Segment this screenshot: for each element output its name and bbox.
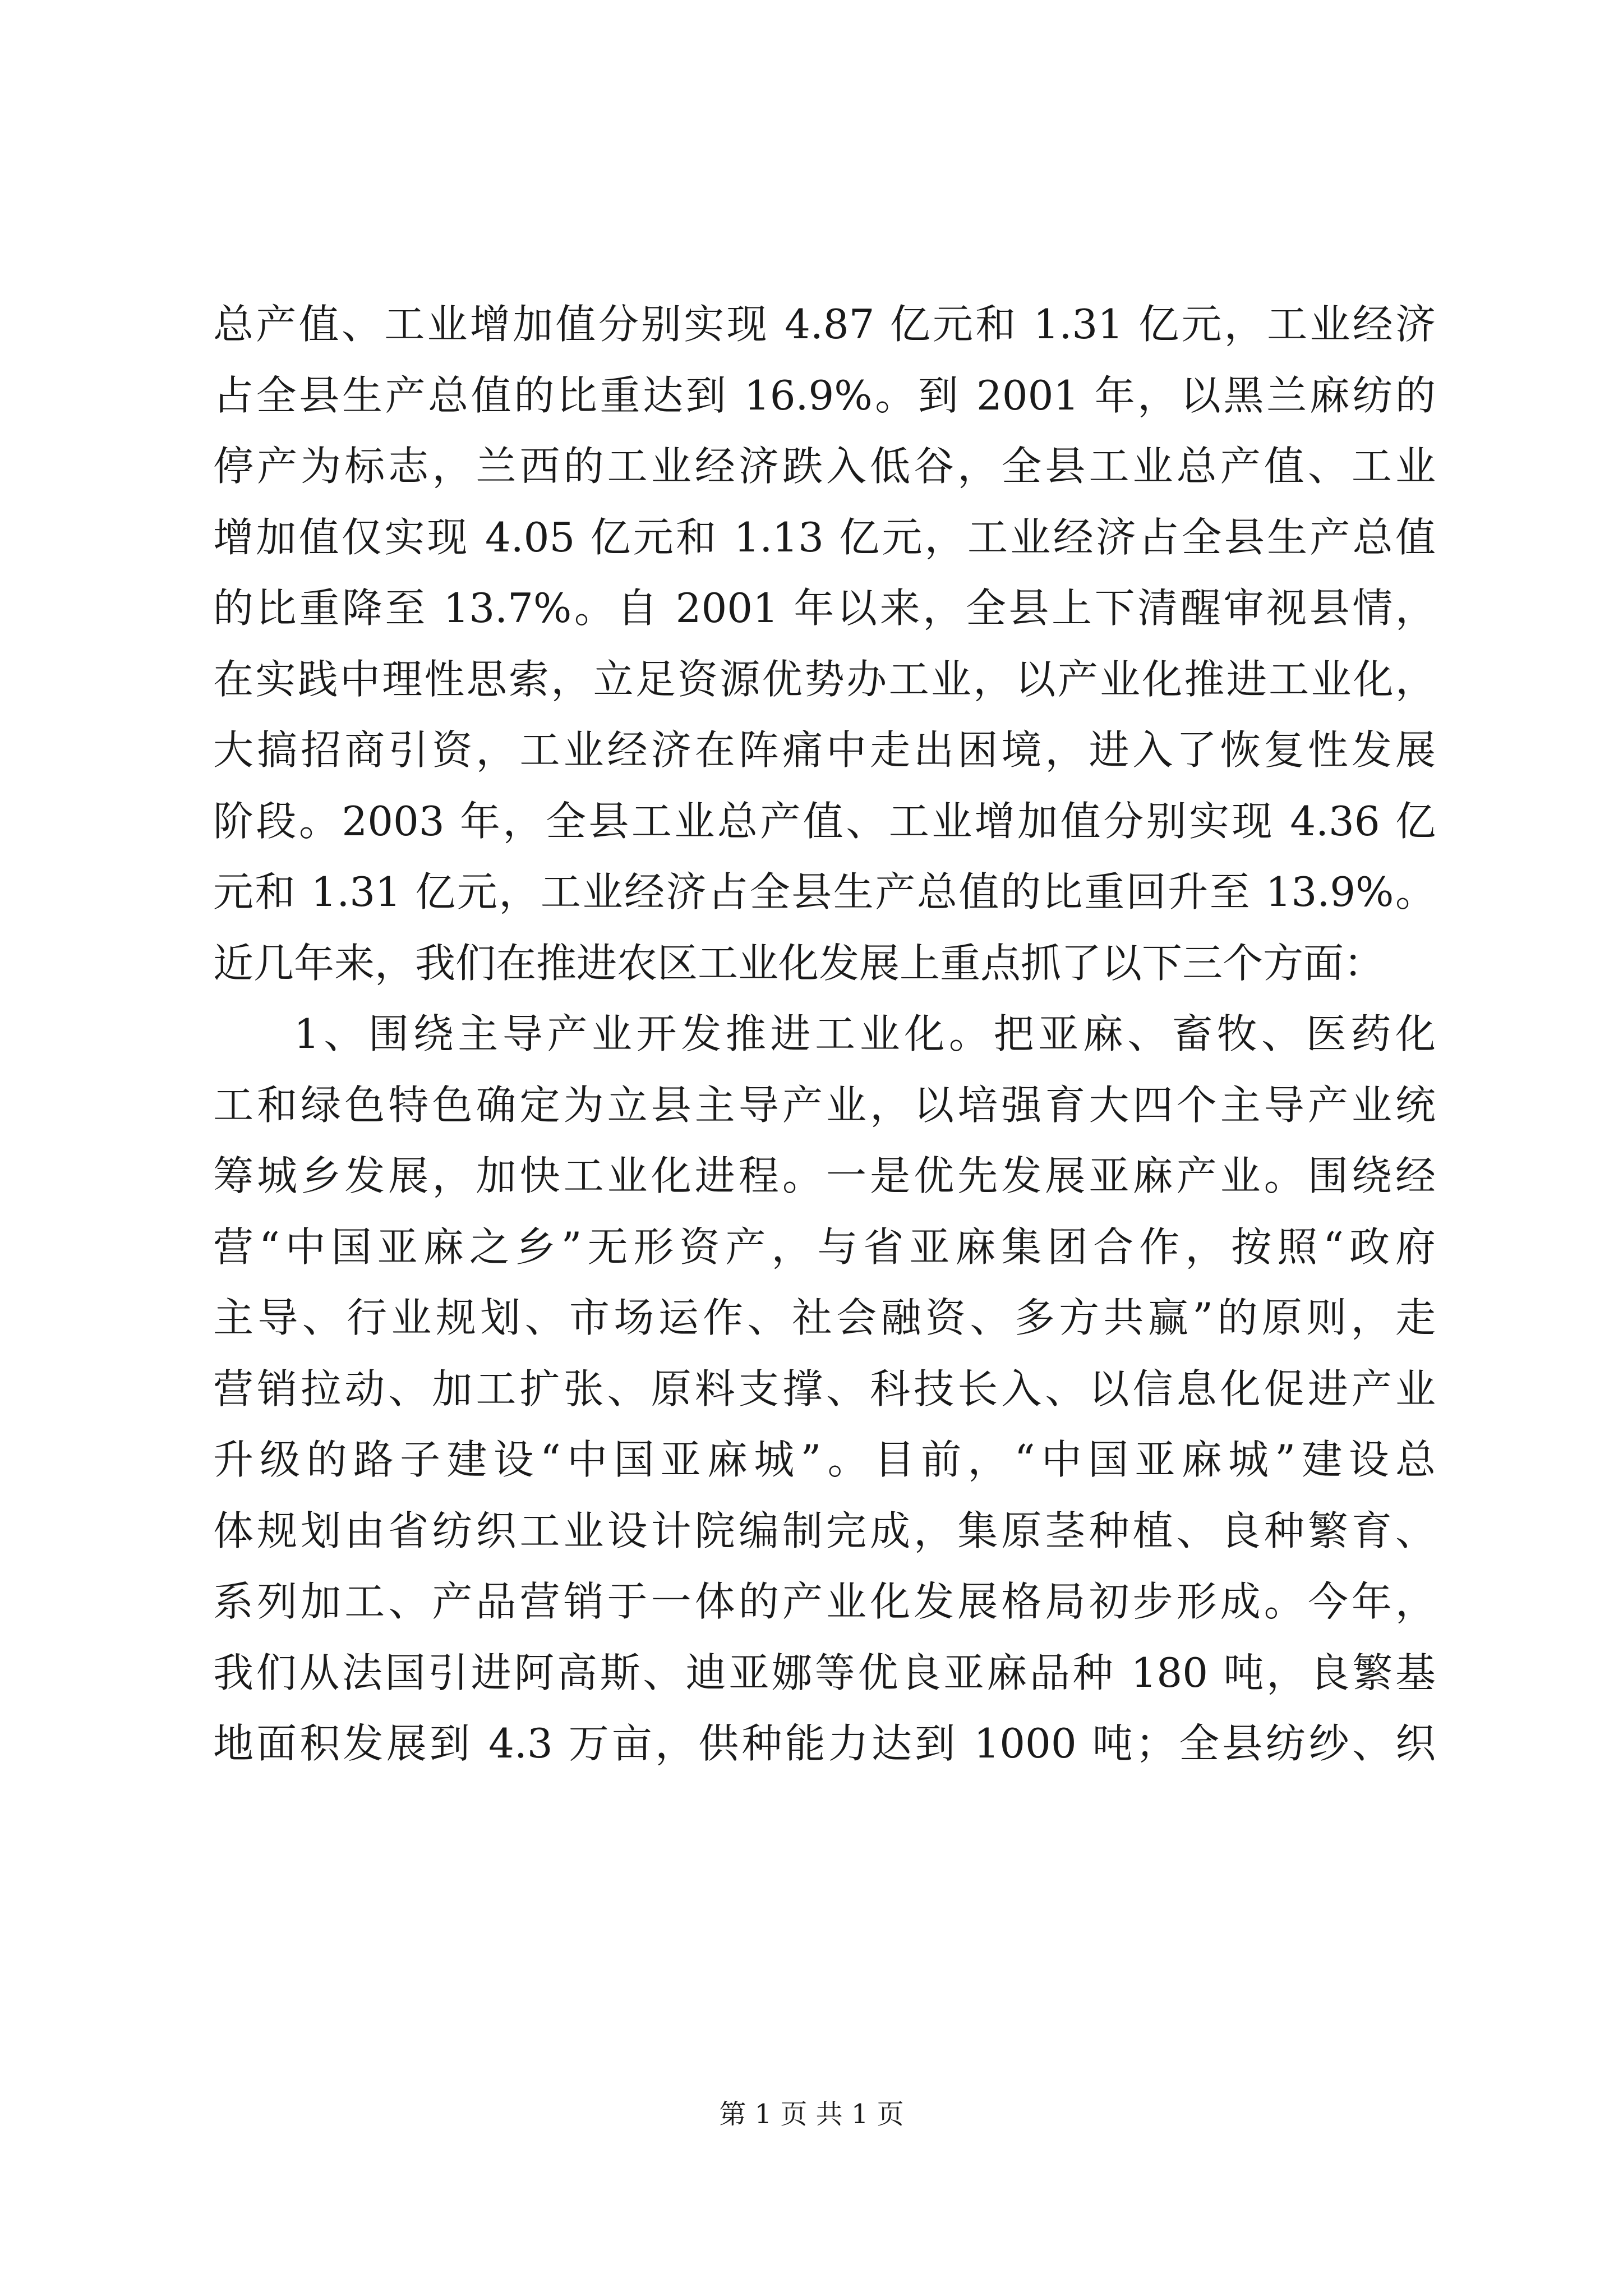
text-line: 体规划由省纺织工业设计院编制完成，集原茎种植、良种繁育、 (213, 1507, 1436, 1554)
text-line: 我们从法国引进阿高斯、迪亚娜等优良亚麻品种 180 吨，良繁基 (213, 1649, 1436, 1696)
text-line: 营销拉动、加工扩张、原料支撑、科技长入、以信息化促进产业 (213, 1365, 1436, 1412)
text-line: 的比重降至 13.7%。自 2001 年以来，全县上下清醒审视县情， (213, 585, 1436, 632)
text-line: 大搞招商引资，工业经济在阵痛中走出困境，进入了恢复性发展 (213, 726, 1436, 774)
text-line: 1、围绕主导产业开发推进工业化。把亚麻、畜牧、医药化 (294, 1010, 1436, 1057)
page-footer: 第 1 页 共 1 页 (719, 2099, 904, 2130)
text-line: 升级的路子建设“中国亚麻城”。目前，“中国亚麻城”建设总 (213, 1436, 1436, 1483)
text-line: 总产值、工业增加值分别实现 4.87 亿元和 1.31 亿元，工业经济 (213, 301, 1436, 348)
text-line: 停产为标志，兰西的工业经济跌入低谷，全县工业总产值、工业 (213, 443, 1436, 490)
text-line: 营“中国亚麻之乡”无形资产，与省亚麻集团合作，按照“政府 (213, 1223, 1436, 1271)
text-line: 占全县生产总值的比重达到 16.9%。到 2001 年，以黑兰麻纺的 (213, 371, 1436, 419)
text-line: 筹城乡发展，加快工业化进程。一是优先发展亚麻产业。围绕经 (213, 1152, 1436, 1199)
text-line: 元和 1.31 亿元，工业经济占全县生产总值的比重回升至 13.9%。 (213, 868, 1436, 915)
text-line: 近几年来，我们在推进农区工业化发展上重点抓了以下三个方面： (213, 939, 1385, 987)
document-body (213, 289, 1436, 1779)
text-line: 增加值仅实现 4.05 亿元和 1.13 亿元，工业经济占全县生产总值 (213, 513, 1436, 561)
text-line: 地面积发展到 4.3 万亩，供种能力达到 1000 吨；全县纺纱、织 (213, 1720, 1436, 1767)
text-line: 在实践中理性思索，立足资源优势办工业，以产业化推进工业化， (213, 655, 1436, 703)
paragraph-1 (213, 289, 1436, 999)
text-line: 系列加工、产品营销于一体的产业化发展格局初步形成。今年， (213, 1578, 1436, 1625)
text-line: 阶段。2003 年，全县工业总产值、工业增加值分别实现 4.36 亿 (213, 797, 1436, 845)
text-line: 工和绿色特色确定为立县主导产业，以培强育大四个主导产业统 (213, 1081, 1436, 1129)
paragraph-2 (213, 999, 1436, 1779)
text-line: 主导、行业规划、市场运作、社会融资、多方共赢”的原则，走 (213, 1294, 1436, 1341)
